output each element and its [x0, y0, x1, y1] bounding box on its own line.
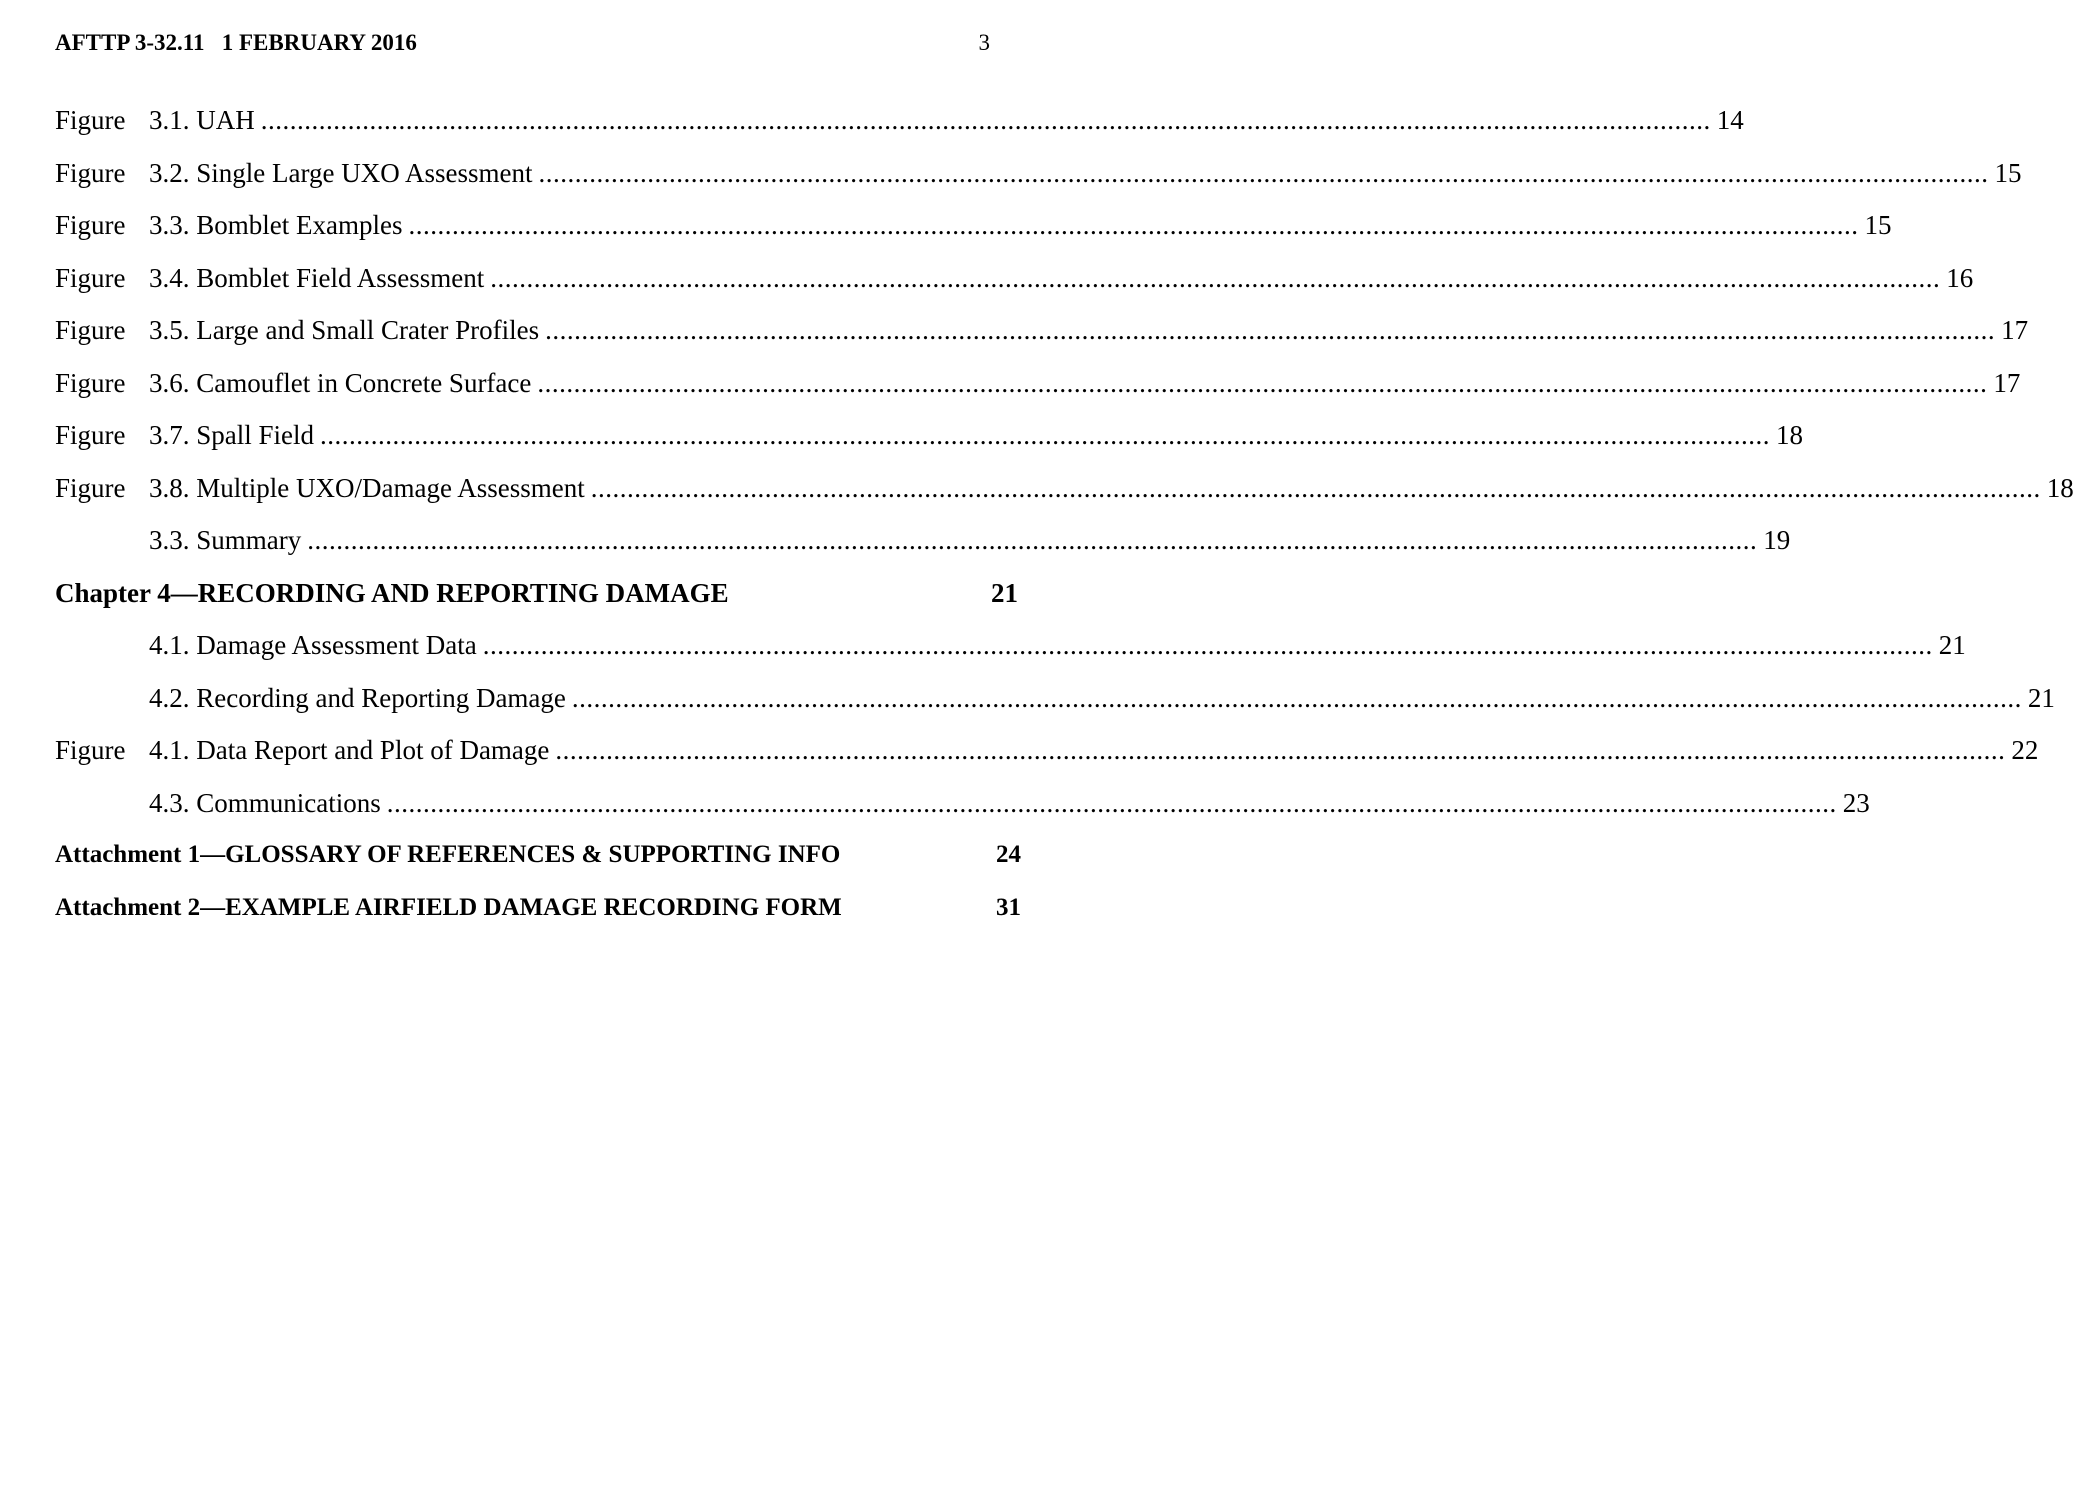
toc-entry-title: 3.7. Spall Field [149, 420, 315, 450]
toc-entry[interactable] [55, 730, 2039, 783]
attachment-heading-page: 24 [996, 841, 1021, 868]
toc-entry-title: 4.1. Data Report and Plot of Damage [149, 735, 550, 765]
toc-entry-prefix: Figure [55, 157, 126, 188]
toc-attachment-heading[interactable] [55, 835, 1025, 888]
toc-entry-page: 18 [2046, 472, 2074, 503]
dot-leader: ........................................................................................................................................................................................................ [260, 105, 1711, 135]
toc-entry[interactable] [55, 153, 2022, 206]
toc-entry[interactable] [55, 468, 2074, 521]
dot-leader: ........................................................................................................................................................................................................ [538, 157, 1989, 188]
toc-entry-prefix: Figure [55, 367, 126, 398]
toc-entry-prefix: Figure [55, 315, 126, 345]
toc-entry[interactable] [55, 678, 2055, 731]
toc-entry[interactable] [55, 783, 1870, 836]
dot-leader: ........................................................................................................................................................................................................ [386, 787, 1837, 818]
dot-leader: ........................................................................................................................................................................................................ [490, 262, 1941, 293]
dot-leader: ........................................................................................................................................................................................................ [537, 367, 1988, 398]
toc-entry-prefix: Figure [55, 105, 126, 135]
toc-entry-title: 3.8. Multiple UXO/Damage Assessment [149, 472, 585, 503]
toc-entry-page: 21 [1938, 630, 1966, 660]
toc-entry-page: 17 [2001, 315, 2029, 345]
toc-entry-page: 15 [1994, 157, 2022, 188]
toc-entry-title: 4.1. Damage Assessment Data [149, 630, 477, 660]
toc-entry-page: 18 [1776, 420, 1804, 450]
toc-entry-prefix: Figure [55, 262, 126, 293]
toc-entry[interactable] [55, 258, 1974, 311]
document-id-date: AFTTP 3-32.11 1 FEBRUARY 2016 [55, 30, 417, 55]
chapter-heading-page: 21 [991, 577, 1018, 608]
toc-entry-title: 3.2. Single Large UXO Assessment [149, 157, 533, 188]
toc-entry-prefix: Figure [55, 210, 126, 240]
toc-entry[interactable] [55, 415, 1804, 468]
toc-entry-title: 3.4. Bomblet Field Assessment [149, 262, 485, 293]
page-header [55, 28, 990, 58]
toc-entry-page: 23 [1842, 787, 1870, 818]
dot-leader: ........................................................................................................................................................................................................ [307, 525, 1758, 555]
chapter-heading-title: Chapter 4—RECORDING AND REPORTING DAMAGE [55, 577, 729, 608]
dot-leader: ........................................................................................................................................................................................................ [545, 315, 1996, 345]
toc-entry-page: 14 [1716, 105, 1744, 135]
toc-entry[interactable] [55, 100, 1744, 153]
dot-leader: ........................................................................................................................................................................................................ [555, 735, 2006, 765]
toc-entry-title: 3.5. Large and Small Crater Profiles [149, 315, 540, 345]
toc-entry-title: 3.3. Bomblet Examples [149, 210, 403, 240]
toc-chapter-heading[interactable] [55, 573, 1025, 626]
toc-entry[interactable] [55, 520, 1791, 573]
toc-entry-page: 22 [2011, 735, 2039, 765]
toc-entry-title: 4.2. Recording and Reporting Damage [149, 682, 566, 713]
toc-entry[interactable] [55, 625, 1966, 678]
toc-entry-title: 3.1. UAH [149, 105, 255, 135]
table-of-contents [55, 100, 2074, 940]
toc-attachment-heading[interactable] [55, 888, 1025, 941]
toc-entry[interactable] [55, 310, 2029, 363]
attachment-heading-page: 31 [996, 893, 1021, 921]
dot-leader: ........................................................................................................................................................................................................ [320, 420, 1771, 450]
toc-entry[interactable] [55, 363, 2021, 416]
toc-entry[interactable] [55, 205, 1892, 258]
toc-entry-prefix: Figure [55, 472, 126, 503]
toc-entry-page: 15 [1864, 210, 1892, 240]
dot-leader: ........................................................................................................................................................................................................ [590, 472, 2041, 503]
toc-entry-page: 17 [1993, 367, 2021, 398]
toc-entry-page: 16 [1946, 262, 1974, 293]
toc-entry-prefix: Figure [55, 420, 126, 450]
toc-entry-title: 4.3. Communications [149, 787, 381, 818]
toc-entry-title: 3.6. Camouflet in Concrete Surface [149, 367, 532, 398]
page-number: 3 [978, 30, 990, 55]
attachment-heading-title: Attachment 1—GLOSSARY OF REFERENCES & SUPPORTING INFO [55, 841, 841, 868]
toc-entry-page: 21 [2027, 682, 2055, 713]
toc-entry-page: 19 [1763, 525, 1791, 555]
toc-entry-title: 3.3. Summary [149, 525, 302, 555]
dot-leader: ........................................................................................................................................................................................................ [408, 210, 1859, 240]
dot-leader: ........................................................................................................................................................................................................ [571, 682, 2022, 713]
attachment-heading-title: Attachment 2—EXAMPLE AIRFIELD DAMAGE RECORDING FORM [55, 893, 842, 921]
toc-entry-prefix: Figure [55, 735, 126, 765]
dot-leader: ........................................................................................................................................................................................................ [482, 630, 1933, 660]
